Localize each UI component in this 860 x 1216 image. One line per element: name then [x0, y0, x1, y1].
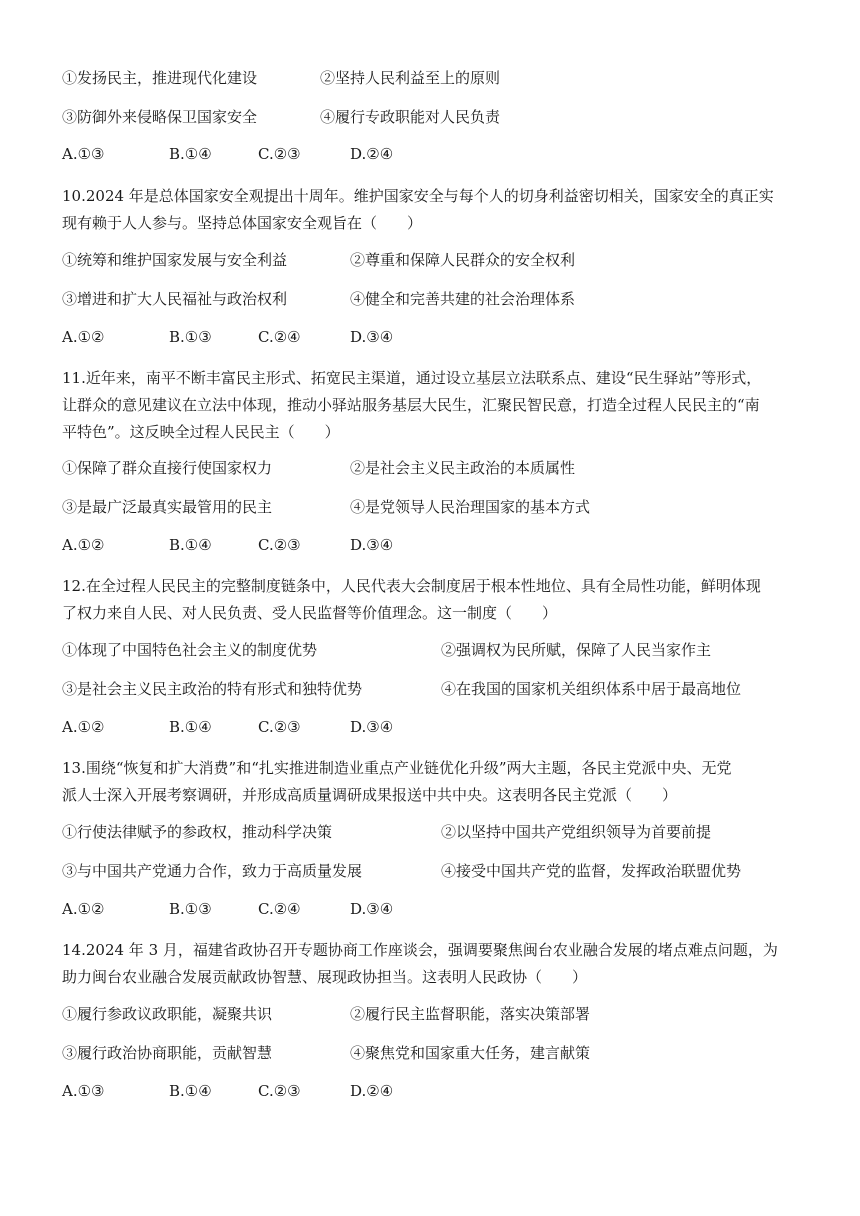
q12-stem-line-2: 了权力来自人民、对人民负责、受人民监督等价值理念。这一制度（ ）	[62, 604, 558, 622]
q10-answer-c: C.②④	[258, 328, 301, 346]
q14-answer-c: C.②③	[258, 1082, 301, 1100]
q13-option-3: ③与中国共产党通力合作，致力于高质量发展	[62, 862, 363, 880]
q11-answer-c: C.②③	[258, 536, 301, 554]
q11-answer-d: D.③④	[350, 536, 394, 554]
q14-stem-line-1: 14.2024 年 3 月，福建省政协召开专题协商工作座谈会，强调要聚焦闽台农业融合发展的堵点难点问题，为	[62, 941, 778, 959]
q9-answer-d: D.②④	[350, 145, 394, 163]
q12-answer-c: C.②③	[258, 718, 301, 736]
q11-option-1: ①保障了群众直接行使国家权力	[62, 459, 273, 477]
q9-answer-a: A.①③	[62, 145, 105, 163]
q12-option-1: ①体现了中国特色社会主义的制度优势	[62, 641, 318, 659]
q9-option-4: ④履行专政职能对人民负责	[320, 108, 501, 126]
q10-stem-line-1: 10.2024 年是总体国家安全观提出十周年。维护国家安全与每个人的切身利益密切相关，国家安全的真正实	[62, 187, 774, 205]
q13-answer-c: C.②④	[258, 900, 301, 918]
q10-option-3: ③增进和扩大人民福祉与政治权利	[62, 290, 288, 308]
q13-stem-line-2: 派人士深入开展考察调研，并形成高质量调研成果报送中共中央。这表明各民主党派（ ）	[62, 786, 678, 804]
q10-option-1: ①统筹和维护国家发展与安全利益	[62, 251, 288, 269]
q13-answer-b: B.①③	[169, 900, 212, 918]
q9-option-1: ①发扬民主，推进现代化建设	[62, 69, 258, 87]
q13-stem-line-1: 13.围绕“恢复和扩大消费”和“扎实推进制造业重点产业链优化升级”两大主题，各民主党派中央、无党	[62, 759, 732, 777]
q10-stem-line-2: 现有赖于人人参与。坚持总体国家安全观旨在（ ）	[62, 214, 423, 232]
q13-option-1: ①行使法律赋予的参政权，推动科学决策	[62, 823, 333, 841]
q10-answer-a: A.①②	[62, 328, 105, 346]
q13-answer-d: D.③④	[350, 900, 394, 918]
q9-option-2: ②坚持人民利益至上的原则	[320, 69, 501, 87]
q12-answer-a: A.①②	[62, 718, 105, 736]
q9-answer-c: C.②③	[258, 145, 301, 163]
q14-option-3: ③履行政治协商职能，贡献智慧	[62, 1044, 273, 1062]
q11-stem-line-1: 11.近年来，南平不断丰富民主形式、拓宽民主渠道，通过设立基层立法联系点、建设“民生驿站”等形式，	[62, 369, 762, 387]
q11-option-4: ④是党领导人民治理国家的基本方式	[350, 498, 591, 516]
q12-stem-line-1: 12.在全过程人民民主的完整制度链条中，人民代表大会制度居于根本性地位、具有全局性功能，鲜明体现	[62, 577, 761, 595]
q10-option-2: ②尊重和保障人民群众的安全权利	[350, 251, 576, 269]
q13-option-2: ②以坚持中国共产党组织领导为首要前提	[441, 823, 712, 841]
q12-option-3: ③是社会主义民主政治的特有形式和独特优势	[62, 680, 363, 698]
q12-option-4: ④在我国的国家机关组织体系中居于最高地位	[441, 680, 742, 698]
q11-stem-line-3: 平特色”。这反映全过程人民民主（ ）	[62, 423, 340, 441]
q13-answer-a: A.①②	[62, 900, 105, 918]
q10-answer-b: B.①③	[169, 328, 212, 346]
q11-option-2: ②是社会主义民主政治的本质属性	[350, 459, 576, 477]
q10-answer-d: D.③④	[350, 328, 394, 346]
q14-option-4: ④聚焦党和国家重大任务，建言献策	[350, 1044, 591, 1062]
q12-answer-b: B.①④	[169, 718, 212, 736]
q12-answer-d: D.③④	[350, 718, 394, 736]
q9-answer-b: B.①④	[169, 145, 212, 163]
q13-option-4: ④接受中国共产党的监督，发挥政治联盟优势	[441, 862, 742, 880]
q14-answer-a: A.①③	[62, 1082, 105, 1100]
q10-option-4: ④健全和完善共建的社会治理体系	[350, 290, 576, 308]
q12-option-2: ②强调权为民所赋，保障了人民当家作主	[441, 641, 712, 659]
q11-answer-a: A.①②	[62, 536, 105, 554]
q11-stem-line-2: 让群众的意见建议在立法中体现，推动小驿站服务基层大民生，汇聚民智民意，打造全过程人民民主的“南	[62, 396, 760, 414]
q11-option-3: ③是最广泛最真实最管用的民主	[62, 498, 273, 516]
q14-stem-line-2: 助力闽台农业融合发展贡献政协智慧、展现政协担当。这表明人民政协（ ）	[62, 968, 588, 986]
q9-option-3: ③防御外来侵略保卫国家安全	[62, 108, 258, 126]
q14-option-1: ①履行参政议政职能，凝聚共识	[62, 1005, 273, 1023]
q14-option-2: ②履行民主监督职能，落实决策部署	[350, 1005, 591, 1023]
q14-answer-d: D.②④	[350, 1082, 394, 1100]
q11-answer-b: B.①④	[169, 536, 212, 554]
q14-answer-b: B.①④	[169, 1082, 212, 1100]
